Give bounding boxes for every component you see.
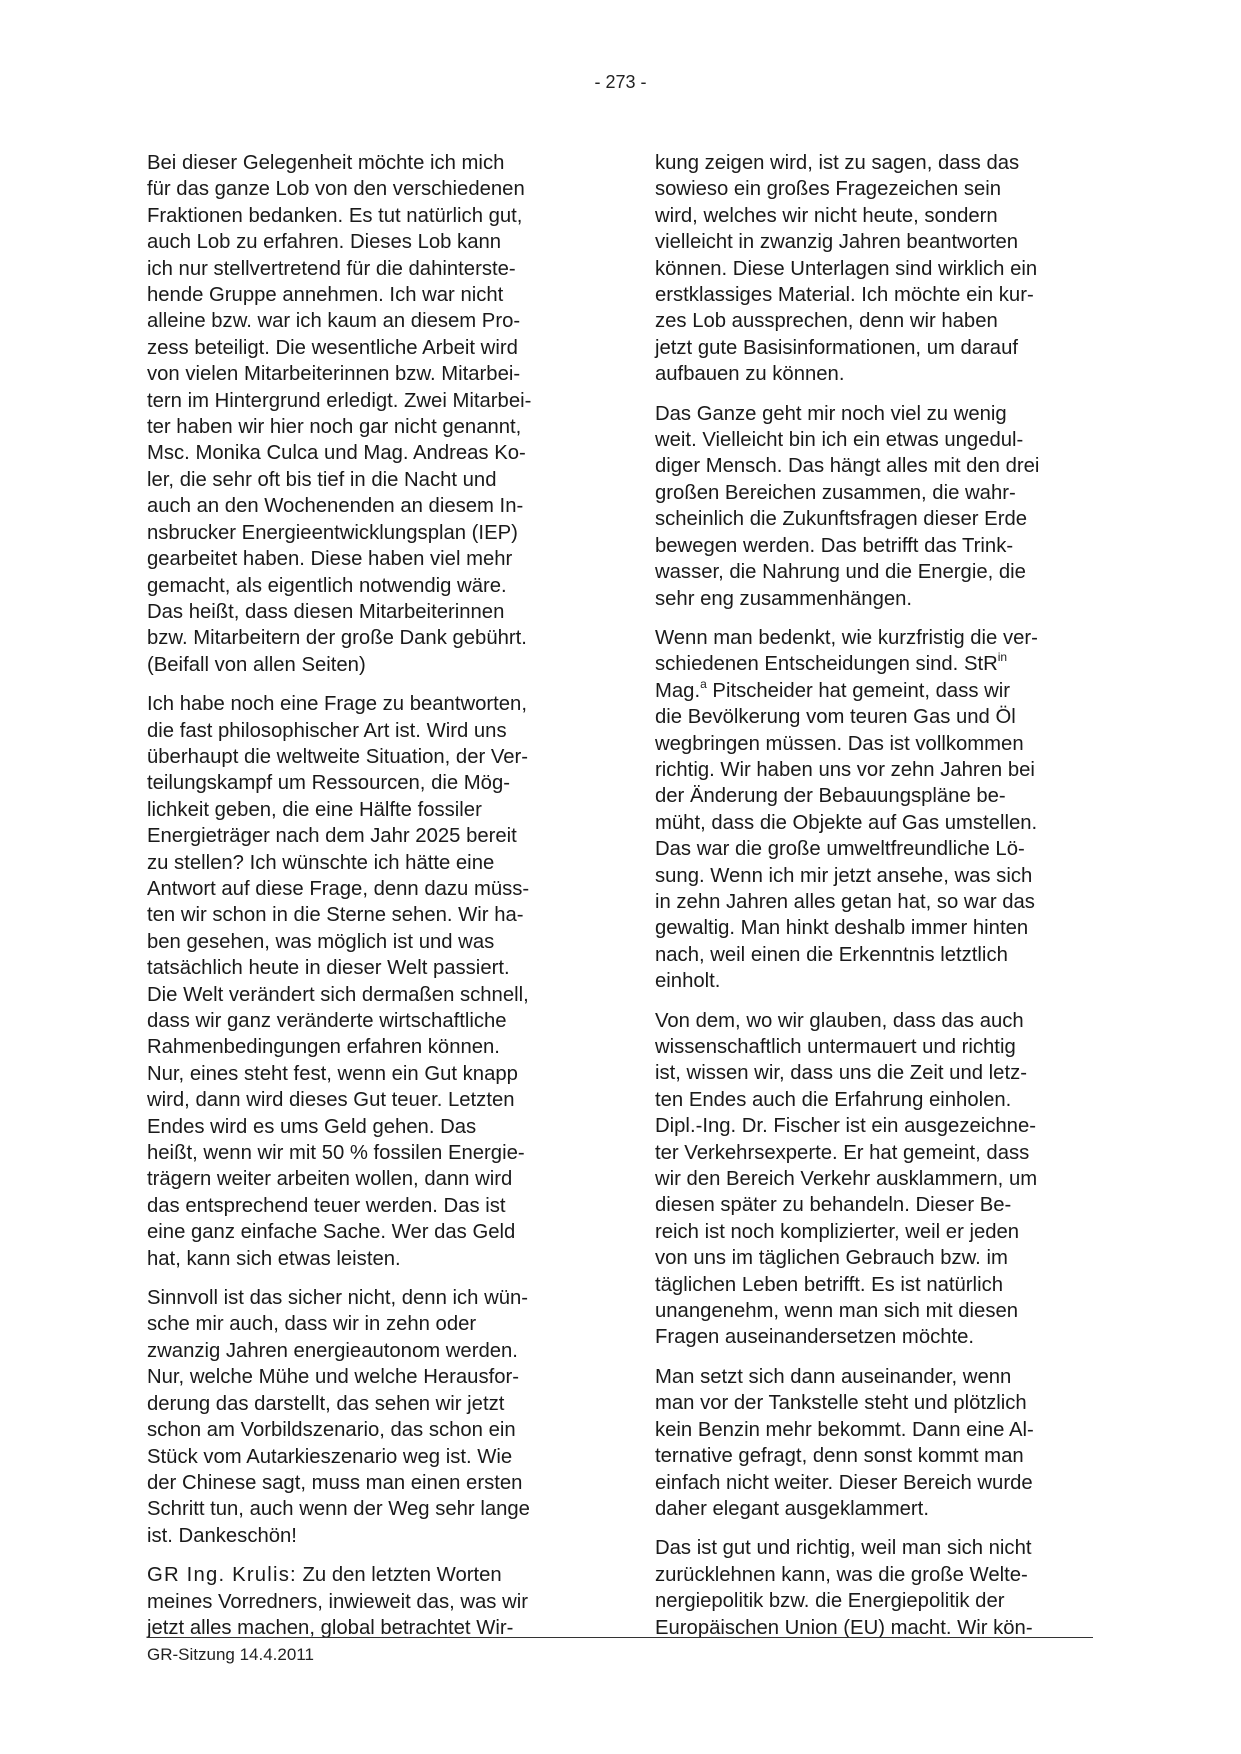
paragraph-gas: [655, 625, 1110, 995]
text-line: zu stellen? Ich wünschte ich hätte eine: [147, 851, 495, 874]
text-line: [655, 651, 1110, 677]
text-line: Nur, welche Mühe und welche Herausfor-: [147, 1366, 520, 1389]
text-line: [655, 678, 1110, 704]
text-line: meines Vorredners, inwieweit das, was wir: [147, 1590, 528, 1613]
text-line: Das ist gut und richtig, weil man sich nicht: [655, 1537, 1032, 1560]
text-line: eine ganz einfache Sache. Wer das Geld: [147, 1221, 516, 1244]
text-line: das entsprechend teuer werden. Das ist: [147, 1194, 506, 1217]
text-line: Endes wird es ums Geld gehen. Das: [147, 1115, 477, 1138]
text-line: diesen später zu behandeln. Dieser Be-: [655, 1194, 1012, 1217]
text-line: (Beifall von allen Seiten): [147, 653, 366, 676]
text-line: ten wir schon in die Sterne sehen. Wir ha-: [147, 904, 524, 927]
text-line: einfach nicht weiter. Dieser Bereich wurde: [655, 1471, 1033, 1494]
text-line: ist. Dankeschön!: [147, 1524, 297, 1547]
text-line: Man setzt sich dann auseinander, wenn: [655, 1365, 1012, 1388]
text-line: zurücklehnen kann, was die große Welte-: [655, 1563, 1028, 1586]
text-line: jetzt gute Basisinformationen, um darauf: [655, 336, 1019, 359]
text-line: zes Lob aussprechen, denn wir haben: [655, 310, 998, 333]
paragraph-question: [147, 691, 602, 1272]
text-line: Wenn man bedenkt, wie kurzfristig die ver-: [655, 626, 1038, 649]
text-line: bewegen werden. Das betrifft das Trink-: [655, 534, 1014, 557]
text-line: sehr eng zusammenhängen.: [655, 587, 913, 610]
text-line: dass wir ganz veränderte wirtschaftliche: [147, 1010, 507, 1032]
text-fragment: Pitscheider hat gemeint, dass wir: [706, 679, 1011, 702]
text-line: nergiepolitik bzw. die Energiepolitik der: [655, 1590, 1005, 1613]
text-line: alleine bzw. war ich kaum an diesem Pro-: [147, 310, 521, 333]
text-line: überhaupt die weltweite Situation, der Ver-: [147, 745, 529, 768]
text-line: reich ist noch komplizierter, weil er jeden: [655, 1220, 1020, 1243]
footer-divider: [147, 1637, 1093, 1638]
text-line: ter Verkehrsexperte. Er hat gemeint, dass: [655, 1141, 1030, 1164]
text-line: müht, dass die Objekte auf Gas umstellen.: [655, 811, 1038, 834]
speaker-text: Zu den letzten Worten: [296, 1564, 502, 1587]
text-line: kung zeigen wird, ist zu sagen, dass das: [655, 152, 1020, 174]
text-line: ternative gefragt, denn sonst kommt man: [655, 1445, 1024, 1468]
text-line: Fragen auseinandersetzen möchte.: [655, 1326, 975, 1349]
text-line: auch an den Wochenenden an diesem In-: [147, 495, 524, 518]
text-line: jetzt alles machen, global betrachtet Wir-: [147, 1616, 514, 1639]
paragraph-traffic: [655, 1008, 1110, 1351]
text-line: von uns im täglichen Gebrauch bzw. im: [655, 1247, 1008, 1270]
speaker-name: GR Ing. Krulis:: [147, 1564, 297, 1587]
text-line: großen Bereichen zusammen, die wahr-: [655, 481, 1016, 504]
text-line: ten Endes auch die Erfahrung einholen.: [655, 1088, 1012, 1111]
text-line: täglichen Leben betrifft. Es ist natürlich: [655, 1273, 1003, 1296]
text-line: sung. Wenn ich mir jetzt ansehe, was sich: [655, 864, 1033, 887]
text-line: können. Diese Unterlagen sind wirklich ein: [655, 257, 1038, 280]
text-line: Schritt tun, auch wenn der Weg sehr lange: [147, 1498, 530, 1521]
text-line: heißt, wenn wir mit 50 % fossilen Energie-: [147, 1142, 525, 1165]
text-line: auch Lob zu erfahren. Dieses Lob kann: [147, 231, 502, 254]
text-line: scheinlich die Zukunftsfragen dieser Erde: [655, 508, 1028, 531]
text-line: sowieso ein großes Fragezeichen sein: [655, 178, 1002, 201]
text-line: die fast philosophischer Art ist. Wird uns: [147, 719, 507, 742]
text-line: schon am Vorbildszenario, das schon ein: [147, 1419, 516, 1442]
text-line: Stück vom Autarkieszenario weg ist. Wie: [147, 1445, 513, 1468]
superscript: a: [700, 676, 707, 691]
text-line: man vor der Tankstelle steht und plötzlich: [655, 1392, 1027, 1415]
text-line: Europäischen Union (EU) macht. Wir kön-: [655, 1616, 1033, 1639]
text-line: für das ganze Lob von den verschiedenen: [147, 178, 525, 201]
text-line: Nur, eines steht fest, wenn ein Gut knapp: [147, 1062, 518, 1085]
text-line: wegbringen müssen. Das ist vollkommen: [655, 732, 1024, 755]
text-line: teilungskampf um Ressourcen, die Mög-: [147, 772, 510, 795]
text-line: kein Benzin mehr bekommt. Dann eine Al-: [655, 1418, 1034, 1441]
text-line: derung das darstellt, das sehen wir jetzt: [147, 1392, 505, 1415]
text-line: wir den Bereich Verkehr ausklammern, um: [655, 1168, 1038, 1191]
text-line: wasser, die Nahrung und die Energie, die: [655, 561, 1026, 584]
text-line: Das heißt, dass diesen Mitarbeiterinnen: [147, 600, 505, 623]
text-line: Sinnvoll ist das sicher nicht, denn ich wün-: [147, 1287, 529, 1310]
text-line: Ich habe noch eine Frage zu beantworten,: [147, 693, 527, 716]
text-line: Von dem, wo wir glauben, dass das auch: [655, 1009, 1024, 1032]
text-line: bzw. Mitarbeitern der große Dank gebührt.: [147, 627, 527, 650]
text-line: zwanzig Jahren energieautonom werden.: [147, 1339, 518, 1362]
text-line: gearbeitet haben. Diese haben viel mehr: [147, 548, 513, 571]
text-line: einholt.: [655, 970, 721, 993]
page-number: - 273 -: [594, 72, 647, 92]
text-line: tatsächlich heute in dieser Welt passiert.: [147, 957, 510, 980]
paragraph-autonomy: [147, 1285, 602, 1549]
text-line: die Bevölkerung vom teuren Gas und Öl: [655, 706, 1016, 729]
text-line: hat, kann sich etwas leisten.: [147, 1247, 401, 1270]
text-line: Das Ganze geht mir noch viel zu wenig: [655, 402, 1007, 425]
text-line: vielleicht in zwanzig Jahren beantworten: [655, 231, 1019, 254]
text-line: Bei dieser Gelegenheit möchte ich mich: [147, 152, 505, 174]
text-line: Energieträger nach dem Jahr 2025 bereit: [147, 825, 517, 848]
text-line: zess beteiligt. Die wesentliche Arbeit wird: [147, 336, 518, 359]
text-line: Das war die große umweltfreundliche Lö-: [655, 838, 1025, 861]
right-column: [655, 150, 1110, 1654]
text-line: ler, die sehr oft bis tief in die Nacht und: [147, 468, 497, 491]
text-line: sche mir auch, dass wir in zehn oder: [147, 1313, 477, 1336]
text-line: in zehn Jahren alles getan hat, so war das: [655, 890, 1035, 913]
text-fragment: Mag.: [655, 679, 701, 702]
footer-session-date: GR-Sitzung 14.4.2011: [147, 1645, 314, 1664]
text-line: erstklassiges Material. Ich möchte ein kur-: [655, 284, 1034, 307]
text-line: tern im Hintergrund erledigt. Zwei Mitarbei-: [147, 389, 532, 412]
text-line: Fraktionen bedanken. Es tut natürlich gut,: [147, 204, 523, 227]
text-line: ben gesehen, was möglich ist und was: [147, 930, 495, 953]
text-line: diger Mensch. Das hängt alles mit den drei: [655, 455, 1040, 478]
text-line: der Änderung der Bebauungspläne be-: [655, 785, 1006, 808]
paragraph-gas-station: [655, 1364, 1110, 1522]
text-line: Rahmenbedingungen erfahren können.: [147, 1036, 500, 1059]
text-line: wird, welches wir nicht heute, sondern: [655, 204, 998, 227]
text-line: daher elegant ausgeklammert.: [655, 1497, 929, 1520]
text-line: Antwort auf diese Frage, denn dazu müss-: [147, 877, 530, 900]
text-line: wird, dann wird dieses Gut teuer. Letzten: [147, 1089, 515, 1112]
text-line: wissenschaftlich untermauert und richtig: [655, 1036, 1016, 1058]
text-line: ich nur stellvertretend für die dahinterste-: [147, 257, 516, 280]
left-column: [147, 150, 602, 1654]
text-fragment: schiedenen Entscheidungen sind. StR: [655, 653, 998, 676]
paragraph-thanks: [147, 150, 602, 678]
paragraph-eu-policy: [655, 1535, 1110, 1641]
text-line: gewaltig. Man hinkt deshalb immer hinten: [655, 917, 1029, 940]
text-line: gemacht, als eigentlich notwendig wäre.: [147, 574, 507, 597]
text-line: unangenehm, wenn man sich mit diesen: [655, 1300, 1019, 1323]
text-line: ist, wissen wir, dass uns die Zeit und letz-: [655, 1062, 1027, 1085]
text-line: ter haben wir hier noch gar nicht genannt,: [147, 416, 522, 439]
text-line: nach, weil einen die Erkenntnis letztlich: [655, 943, 1008, 966]
superscript: in: [997, 650, 1008, 665]
paragraph-big-areas: [655, 401, 1110, 612]
text-line: trägern weiter arbeiten wollen, dann wird: [147, 1168, 513, 1191]
text-line: Dipl.-Ing. Dr. Fischer ist ein ausgezeichne-: [655, 1115, 1036, 1138]
paragraph-material: [655, 150, 1110, 388]
text-line: richtig. Wir haben uns vor zehn Jahren bei: [655, 758, 1035, 781]
text-line: weit. Vielleicht bin ich ein etwas ungedul-: [655, 429, 1024, 452]
paragraph-krulis: [147, 1562, 602, 1641]
text-line: nsbrucker Energieentwicklungsplan (IEP): [147, 521, 518, 544]
text-line: lichkeit geben, die eine Hälfte fossiler: [147, 798, 482, 821]
text-line: Msc. Monika Culca und Mag. Andreas Ko-: [147, 442, 526, 465]
text-line: von vielen Mitarbeiterinnen bzw. Mitarbei-: [147, 363, 521, 386]
text-line: aufbauen zu können.: [655, 363, 845, 386]
text-line: [147, 1562, 602, 1588]
text-line: Die Welt verändert sich dermaßen schnell,: [147, 983, 529, 1006]
text-line: hende Gruppe annehmen. Ich war nicht: [147, 284, 504, 307]
text-line: der Chinese sagt, muss man einen ersten: [147, 1471, 523, 1494]
